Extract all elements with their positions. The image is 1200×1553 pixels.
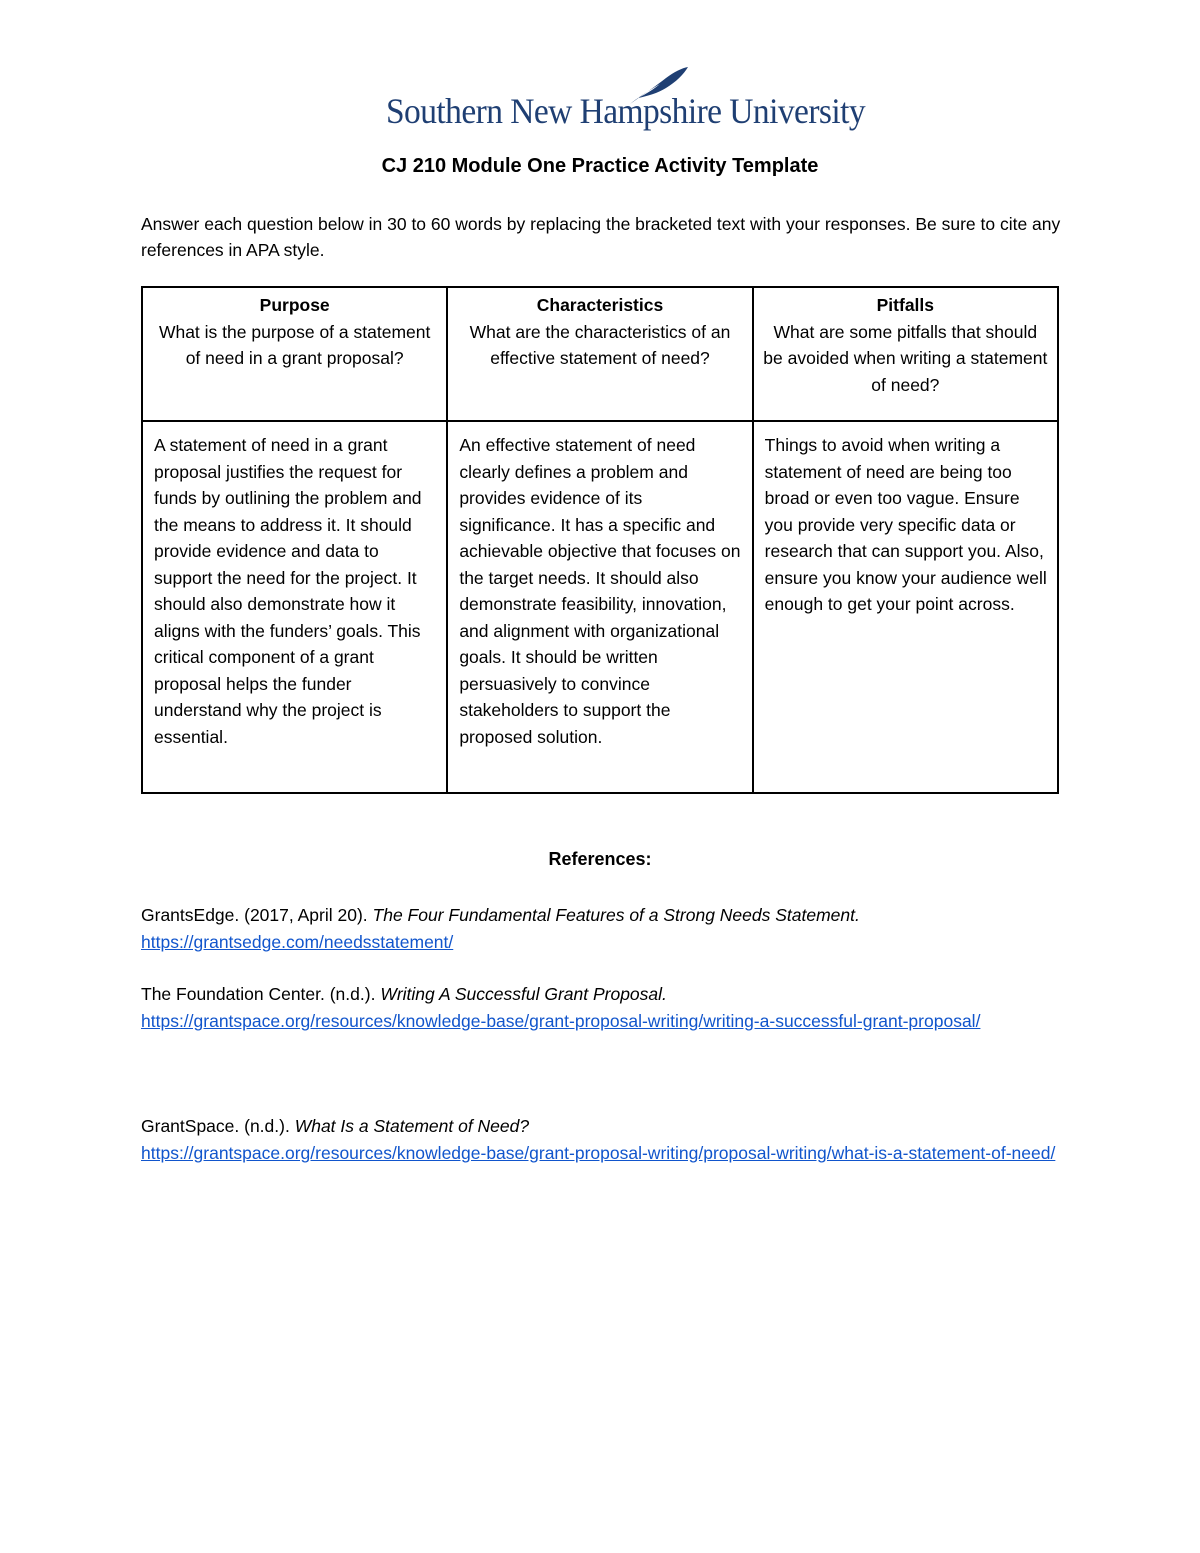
reference-item bbox=[141, 981, 1061, 1034]
reference-link[interactable]: https://grantsedge.com/needsstatement/ bbox=[141, 931, 454, 952]
instructions-text: Answer each question below in 30 to 60 words by replacing the bracketed text with your responses. Be sure to cite any references in APA style. bbox=[141, 214, 1061, 260]
column-title: Pitfalls bbox=[876, 295, 935, 315]
answer-cell-purpose[interactable] bbox=[142, 421, 447, 793]
reference-item bbox=[141, 1113, 1061, 1166]
reference-work-title: What Is a Statement of Need? bbox=[294, 1116, 530, 1136]
column-question: What are the characteristics of an effective statement of need? bbox=[469, 321, 731, 368]
column-title: Characteristics bbox=[536, 295, 664, 315]
answer-cell-pitfalls[interactable] bbox=[753, 421, 1058, 793]
reference-citation: GrantsEdge. (2017, April 20). bbox=[141, 905, 373, 925]
header-cell-purpose bbox=[142, 287, 447, 421]
logo-wordmark: Southern New Hampshire University bbox=[386, 91, 866, 131]
column-question: What is the purpose of a statement of need in a grant proposal? bbox=[158, 321, 431, 368]
university-logo bbox=[386, 66, 866, 138]
reference-link[interactable]: https://grantspace.org/resources/knowledge-base/grant-proposal-writing/writing-a-successful-grant-proposal/ bbox=[141, 1010, 981, 1031]
reference-link[interactable]: https://grantspace.org/resources/knowledge-base/grant-proposal-writing/proposal-writing/what-is-a-statement-of-need/ bbox=[141, 1142, 1056, 1163]
column-title: Purpose bbox=[259, 295, 330, 315]
answer-cell-characteristics[interactable] bbox=[447, 421, 752, 793]
table-header-row bbox=[142, 287, 1058, 421]
activity-table bbox=[141, 286, 1059, 794]
table-answer-row bbox=[142, 421, 1058, 793]
reference-work-title: The Four Fundamental Features of a Strong Needs Statement. bbox=[372, 905, 860, 925]
reference-item bbox=[141, 902, 1061, 955]
reference-work-title: Writing A Successful Grant Proposal. bbox=[380, 984, 667, 1004]
column-question: What are some pitfalls that should be avoided when writing a statement of need? bbox=[763, 321, 1048, 395]
answer-text: An effective statement of need clearly defines a problem and provides evidence of its significance. It has a specific and achievable objective that focuses on the target needs. It should also demonstrate feasibility, innovation, and alignment with organizational goals. It should be written persuasively to convince stakeholders to support the proposed solution. bbox=[459, 435, 741, 747]
answer-text: A statement of need in a grant proposal justifies the request for funds by outlining the problem and the means to address it. It should provide evidence and data to support the need for the project. It should also demonstrate how it aligns with the funders’ goals. This critical component of a grant proposal helps the funder understand why the project is essential. bbox=[154, 435, 422, 747]
page-title: CJ 210 Module One Practice Activity Template bbox=[381, 155, 819, 177]
answer-text: Things to avoid when writing a statement of need are being too broad or even too vague. Ensure you provide very specific data or research that can support you. Also, ensure you know your audience well enough to get your point across. bbox=[764, 435, 1047, 614]
header-cell-pitfalls bbox=[753, 287, 1058, 421]
reference-citation: The Foundation Center. (n.d.). bbox=[141, 984, 381, 1004]
reference-citation: GrantSpace. (n.d.). bbox=[141, 1116, 295, 1136]
header-cell-characteristics bbox=[447, 287, 752, 421]
references-heading: References: bbox=[548, 849, 652, 869]
